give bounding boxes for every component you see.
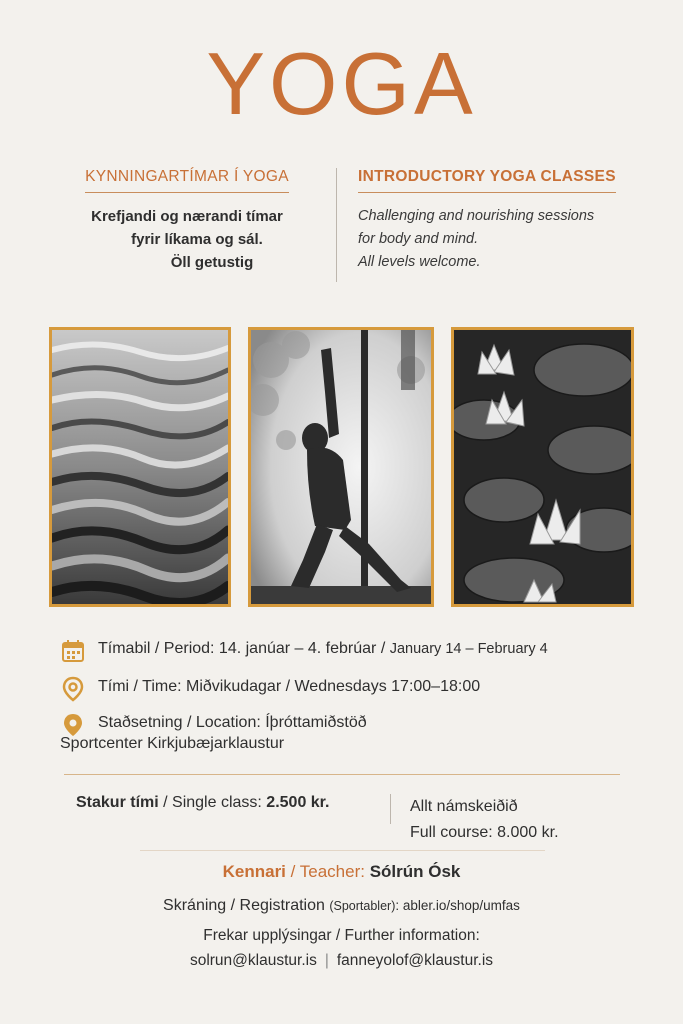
time-row	[60, 676, 480, 702]
intro-text-is	[62, 205, 312, 274]
intro-section	[40, 168, 643, 288]
contact-emails	[0, 952, 683, 970]
teacher-label-en: / Teacher:	[285, 862, 370, 881]
email-separator: |	[324, 952, 329, 969]
registration-line	[0, 897, 683, 915]
intro-icelandic	[62, 168, 312, 274]
location-text	[60, 712, 367, 754]
intro-is-line-2: fyrir líkama og sál.	[131, 231, 263, 248]
intro-is-line-3: Öll getustig	[170, 254, 254, 271]
intro-is-line-1: Krefjandi og nærandi tímar	[91, 208, 283, 225]
intro-en-line-3: All levels welcome.	[358, 254, 481, 270]
teacher-label-is: Kennari	[222, 862, 286, 881]
more-info-label: Frekar upplýsingar / Further information:	[203, 927, 480, 944]
single-label: / Single class:	[158, 794, 267, 811]
intro-en-line-1: Challenging and nourishing sessions	[358, 208, 595, 224]
intro-text-en	[358, 205, 648, 274]
period-row	[60, 638, 548, 664]
divider	[140, 850, 545, 851]
full-course-line-1: Allt námskeiðið	[410, 798, 518, 815]
registration-provider: (Sportabler)	[329, 899, 396, 913]
divider	[64, 774, 620, 775]
price-section	[40, 790, 643, 844]
location-row	[60, 712, 367, 754]
single-label-bold: Stakur tími	[76, 794, 159, 811]
intro-heading-en: INTRODUCTORY YOGA CLASSES	[358, 168, 616, 193]
period-main: Tímabil / Period: 14. janúar – 4. febrúar /	[98, 640, 390, 657]
photo-water-ripples	[49, 327, 231, 607]
single-value: 2.500 kr.	[266, 794, 330, 811]
full-course-line-2: Full course: 8.000 kr.	[410, 824, 559, 841]
intro-en-line-2: for body and mind.	[358, 231, 479, 247]
photo-yoga-pose	[248, 327, 434, 607]
location-line-1: Staðsetning / Location: Íþróttamiðstöð	[98, 714, 367, 731]
period-english: January 14 – February 4	[389, 641, 548, 657]
calendar-icon	[60, 638, 86, 664]
location-pin-icon	[60, 676, 86, 702]
teacher-line	[0, 862, 683, 882]
photo-strip	[49, 327, 634, 607]
photo-water-lilies	[451, 327, 634, 607]
registration-url[interactable]: : abler.io/shop/umfas	[395, 898, 520, 913]
period-text	[98, 638, 548, 660]
intro-divider	[336, 168, 337, 282]
full-course-price	[410, 794, 559, 846]
location-line-2: Sportcenter Kirkjubæjarklaustur	[60, 735, 285, 752]
teacher-name: Sólrún Ósk	[369, 862, 461, 881]
email-link[interactable]: fanneyolof@klaustur.is	[336, 952, 494, 969]
registration-label: Skráning / Registration	[163, 897, 330, 914]
price-divider	[390, 794, 391, 824]
intro-english	[358, 168, 648, 274]
single-class-price	[76, 794, 329, 812]
time-text: Tími / Time: Miðvikudagar / Wednesdays 17:00–18:00	[98, 678, 481, 695]
email-link[interactable]: solrun@klaustur.is	[189, 952, 317, 969]
page-title: YOGA	[206, 34, 477, 133]
intro-heading-is: KYNNINGARTÍMAR Í YOGA	[85, 168, 289, 193]
